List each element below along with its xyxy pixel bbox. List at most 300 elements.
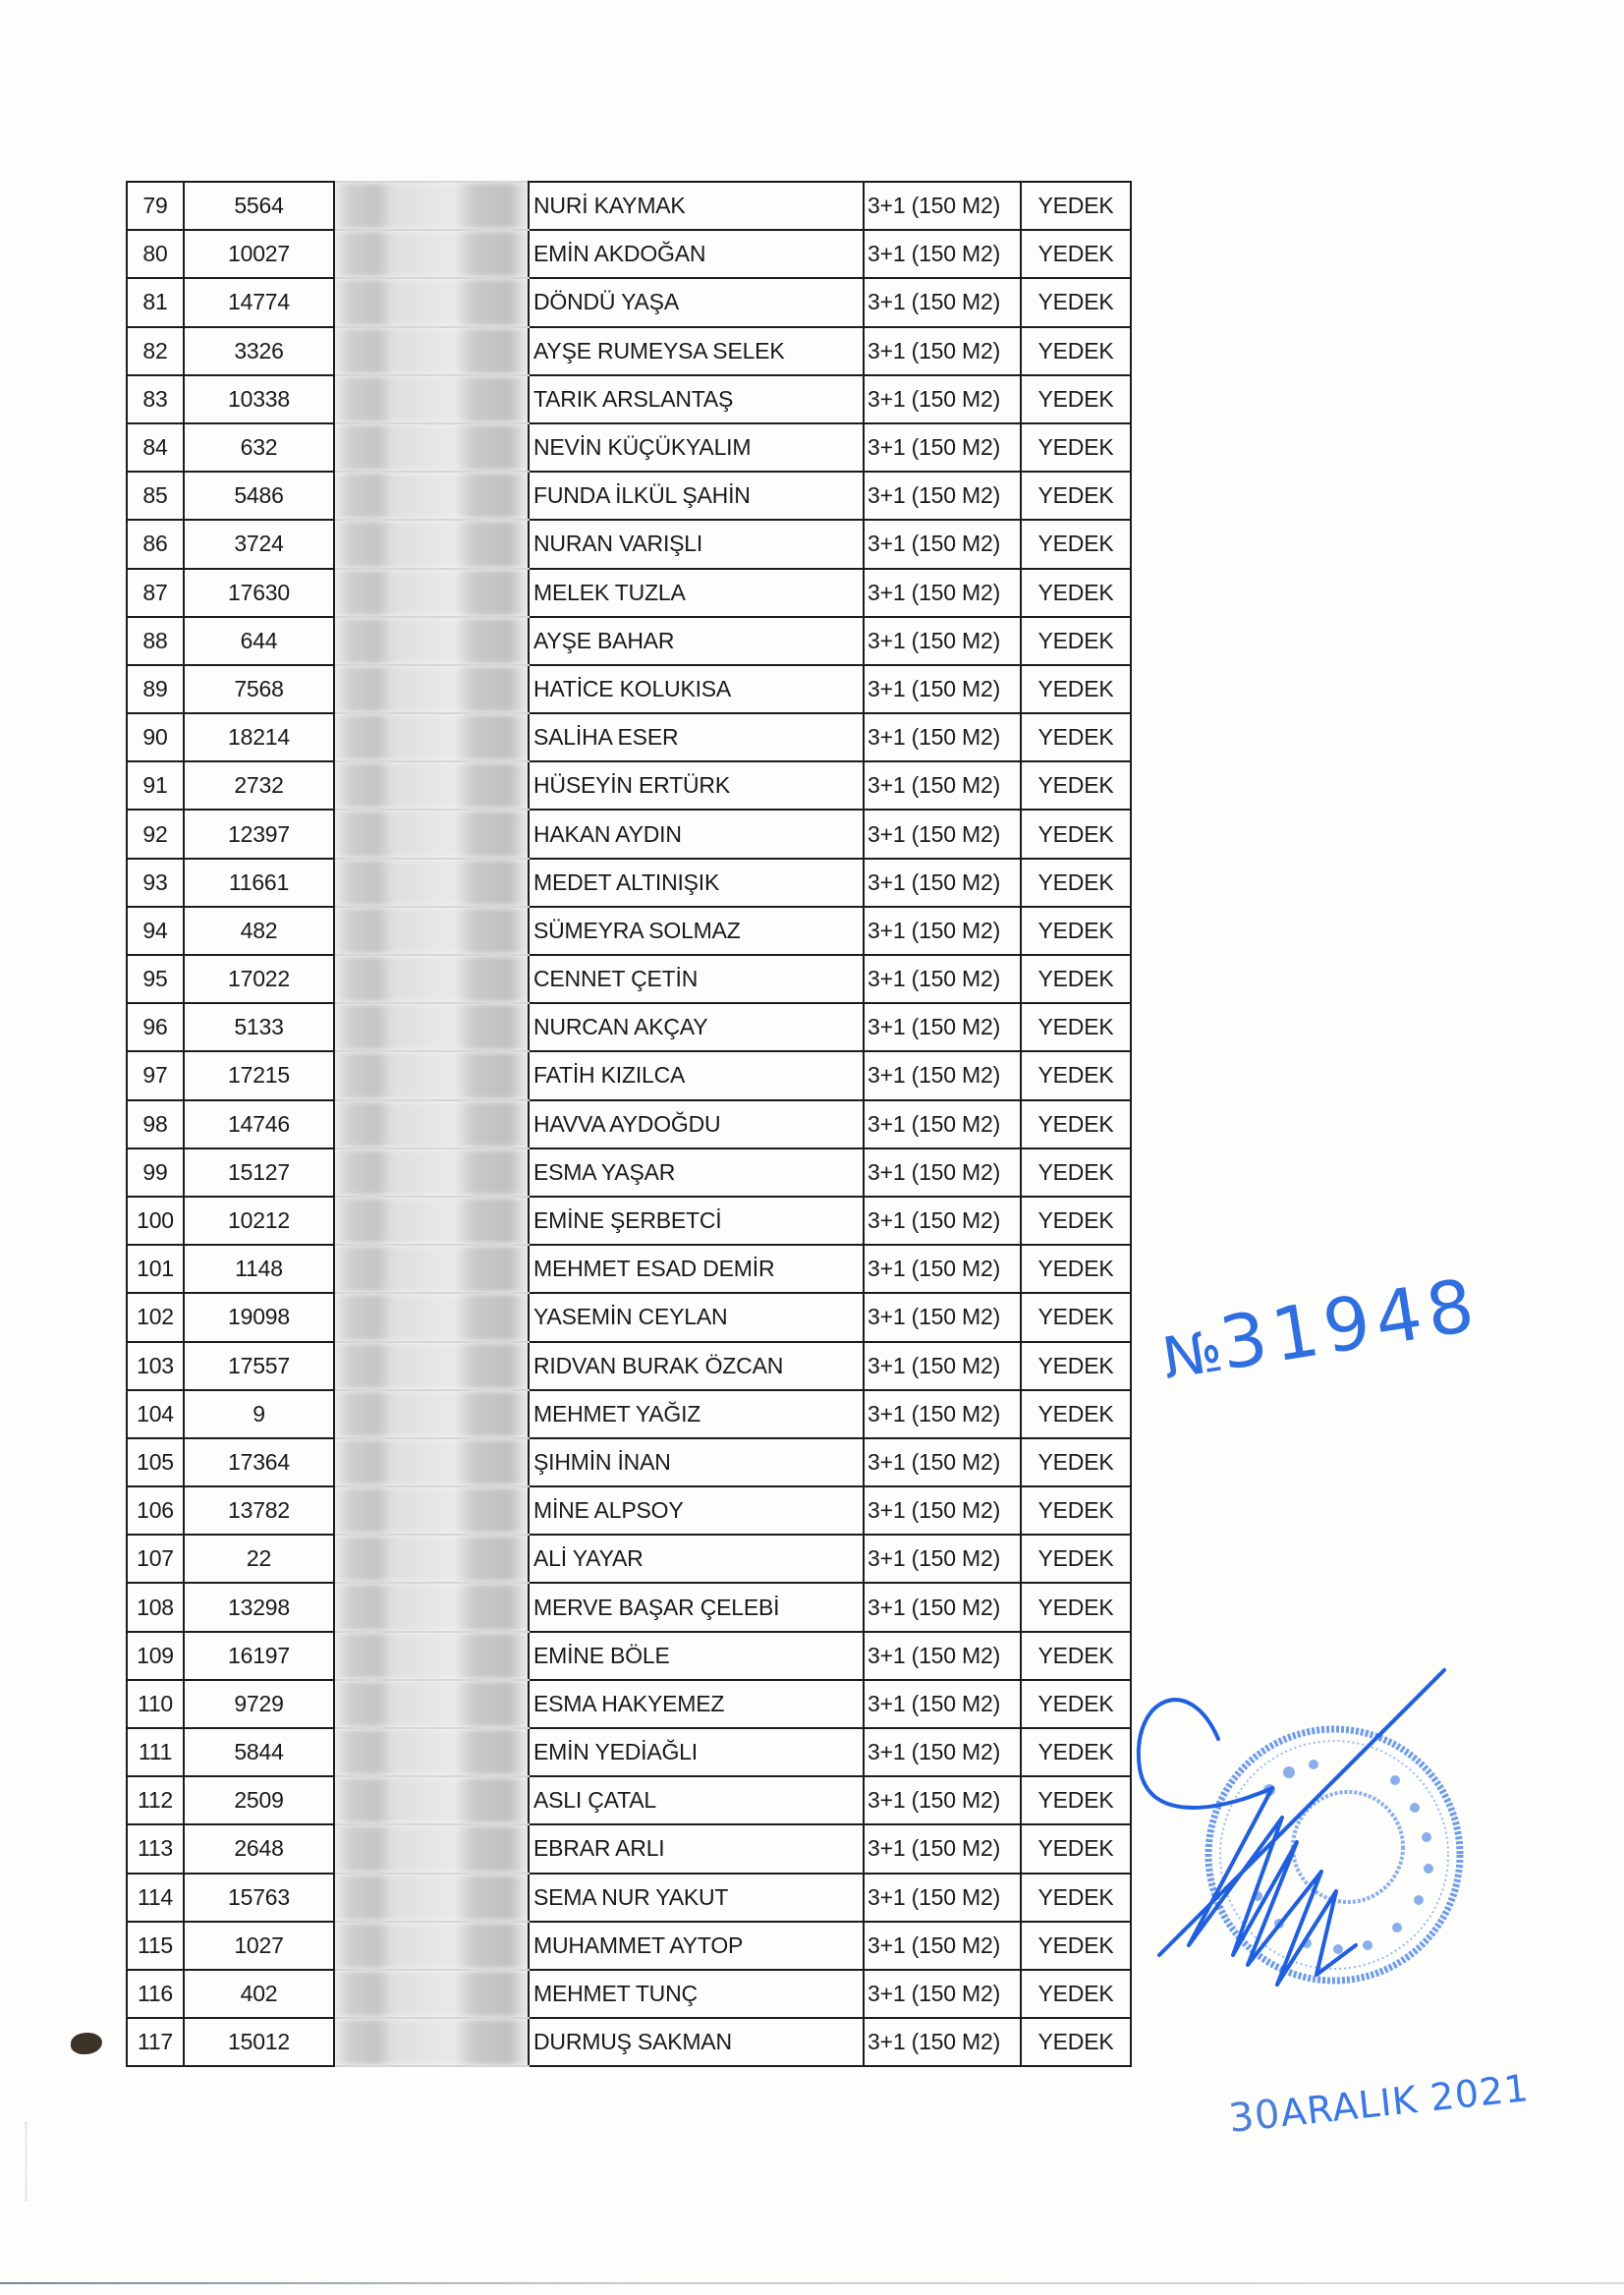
full-name-cell: DÖNDÜ YAŞA: [529, 278, 864, 326]
status-cell: YEDEK: [1021, 1197, 1131, 1245]
table-row: [127, 1390, 1131, 1438]
full-name-cell: AYŞE BAHAR: [529, 617, 864, 665]
status-cell: YEDEK: [1021, 907, 1131, 955]
housing-type-cell: 3+1 (150 M2): [864, 520, 1021, 568]
masked-id-cell: [334, 859, 529, 907]
full-name-cell: HÜSEYİN ERTÜRK: [529, 761, 864, 810]
full-name-cell: MEHMET ESAD DEMİR: [529, 1245, 864, 1293]
status-cell: YEDEK: [1021, 1486, 1131, 1535]
table-row: [127, 230, 1131, 278]
status-cell: YEDEK: [1021, 1342, 1131, 1390]
redacted-id-blur: [335, 279, 528, 325]
row-number-cell: 99: [127, 1148, 184, 1197]
draw-number-cell: 17630: [184, 569, 334, 617]
housing-type-cell: 3+1 (150 M2): [864, 230, 1021, 278]
status-cell: YEDEK: [1021, 1390, 1131, 1438]
row-number-cell: 114: [127, 1874, 184, 1922]
ink-smudge: [71, 2033, 102, 2054]
masked-id-cell: [334, 955, 529, 1003]
masked-id-cell: [334, 1197, 529, 1245]
draw-number-cell: 9729: [184, 1680, 334, 1728]
redacted-id-blur: [335, 666, 528, 712]
status-cell: YEDEK: [1021, 278, 1131, 326]
row-number-cell: 88: [127, 617, 184, 665]
full-name-cell: EMİN YEDİAĞLI: [529, 1728, 864, 1776]
masked-id-cell: [334, 278, 529, 326]
draw-number-cell: 11661: [184, 859, 334, 907]
numero-sign: №: [1157, 1316, 1227, 1393]
redacted-id-blur: [335, 1294, 528, 1340]
full-name-cell: SALİHA ESER: [529, 713, 864, 761]
table-row: [127, 1776, 1131, 1824]
redacted-id-blur: [335, 1971, 528, 2017]
housing-type-cell: 3+1 (150 M2): [864, 327, 1021, 375]
table-row: [127, 1197, 1131, 1245]
housing-type-cell: 3+1 (150 M2): [864, 1245, 1021, 1293]
status-cell: YEDEK: [1021, 1632, 1131, 1680]
row-number-cell: 106: [127, 1486, 184, 1535]
redacted-id-blur: [335, 1343, 528, 1389]
table-row: [127, 810, 1131, 858]
masked-id-cell: [334, 2018, 529, 2066]
table-row: [127, 2018, 1131, 2066]
row-number-cell: 98: [127, 1100, 184, 1148]
status-cell: YEDEK: [1021, 1970, 1131, 2018]
table-row: [127, 1245, 1131, 1293]
draw-number-cell: 632: [184, 423, 334, 472]
full-name-cell: MEHMET TUNÇ: [529, 1970, 864, 2018]
masked-id-cell: [334, 182, 529, 230]
masked-id-cell: [334, 1438, 529, 1486]
redacted-id-blur: [335, 908, 528, 954]
draw-number-cell: 7568: [184, 665, 334, 713]
table-row: [127, 1535, 1131, 1583]
table-row: [127, 1051, 1131, 1099]
table-row: [127, 520, 1131, 568]
full-name-cell: ESMA YAŞAR: [529, 1148, 864, 1197]
row-number-cell: 109: [127, 1632, 184, 1680]
masked-id-cell: [334, 1680, 529, 1728]
full-name-cell: FUNDA İLKÜL ŞAHİN: [529, 472, 864, 520]
housing-type-cell: 3+1 (150 M2): [864, 1583, 1021, 1631]
redacted-id-blur: [335, 231, 528, 277]
status-cell: YEDEK: [1021, 810, 1131, 858]
status-cell: YEDEK: [1021, 955, 1131, 1003]
full-name-cell: NURCAN AKÇAY: [529, 1003, 864, 1051]
status-cell: YEDEK: [1021, 665, 1131, 713]
housing-type-cell: 3+1 (150 M2): [864, 859, 1021, 907]
housing-type-cell: 3+1 (150 M2): [864, 1486, 1021, 1535]
housing-type-cell: 3+1 (150 M2): [864, 1824, 1021, 1873]
row-number-cell: 103: [127, 1342, 184, 1390]
draw-number-cell: 16197: [184, 1632, 334, 1680]
row-number-cell: 107: [127, 1535, 184, 1583]
table-row: [127, 1874, 1131, 1922]
masked-id-cell: [334, 327, 529, 375]
status-cell: YEDEK: [1021, 182, 1131, 230]
status-cell: YEDEK: [1021, 423, 1131, 472]
row-number-cell: 91: [127, 761, 184, 810]
redacted-id-blur: [335, 714, 528, 760]
full-name-cell: MEHMET YAĞIZ: [529, 1390, 864, 1438]
redacted-id-blur: [335, 1101, 528, 1148]
table-row: [127, 617, 1131, 665]
table-row: [127, 182, 1131, 230]
draw-number-cell: 5844: [184, 1728, 334, 1776]
table-row: [127, 472, 1131, 520]
row-number-cell: 82: [127, 327, 184, 375]
redacted-id-blur: [335, 1246, 528, 1292]
masked-id-cell: [334, 1535, 529, 1583]
full-name-cell: FATİH KIZILCA: [529, 1051, 864, 1099]
lottery-result-table: [126, 181, 1132, 2067]
redacted-id-blur: [335, 1681, 528, 1727]
housing-type-cell: 3+1 (150 M2): [864, 810, 1021, 858]
table-row: [127, 859, 1131, 907]
masked-id-cell: [334, 375, 529, 423]
row-number-cell: 92: [127, 810, 184, 858]
table-row: [127, 1438, 1131, 1486]
masked-id-cell: [334, 472, 529, 520]
status-cell: YEDEK: [1021, 1874, 1131, 1922]
row-number-cell: 117: [127, 2018, 184, 2066]
draw-number-cell: 18214: [184, 713, 334, 761]
full-name-cell: NURİ KAYMAK: [529, 182, 864, 230]
full-name-cell: DURMUŞ SAKMAN: [529, 2018, 864, 2066]
draw-number-cell: 10338: [184, 375, 334, 423]
masked-id-cell: [334, 423, 529, 472]
masked-id-cell: [334, 907, 529, 955]
row-number-cell: 85: [127, 472, 184, 520]
status-cell: YEDEK: [1021, 1148, 1131, 1197]
row-number-cell: 111: [127, 1728, 184, 1776]
draw-number-cell: 17557: [184, 1342, 334, 1390]
redacted-id-blur: [335, 570, 528, 616]
full-name-cell: HAVVA AYDOĞDU: [529, 1100, 864, 1148]
housing-type-cell: 3+1 (150 M2): [864, 423, 1021, 472]
row-number-cell: 110: [127, 1680, 184, 1728]
housing-type-cell: 3+1 (150 M2): [864, 182, 1021, 230]
housing-type-cell: 3+1 (150 M2): [864, 1197, 1021, 1245]
housing-type-cell: 3+1 (150 M2): [864, 1680, 1021, 1728]
masked-id-cell: [334, 520, 529, 568]
full-name-cell: SEMA NUR YAKUT: [529, 1874, 864, 1922]
masked-id-cell: [334, 1776, 529, 1824]
masked-id-cell: [334, 1245, 529, 1293]
masked-id-cell: [334, 665, 529, 713]
status-cell: YEDEK: [1021, 1680, 1131, 1728]
masked-id-cell: [334, 1003, 529, 1051]
redacted-id-blur: [335, 1198, 528, 1244]
row-number-cell: 83: [127, 375, 184, 423]
full-name-cell: TARIK ARSLANTAŞ: [529, 375, 864, 423]
full-name-cell: ŞIHMİN İNAN: [529, 1438, 864, 1486]
row-number-cell: 87: [127, 569, 184, 617]
status-cell: YEDEK: [1021, 713, 1131, 761]
status-cell: YEDEK: [1021, 1100, 1131, 1148]
masked-id-cell: [334, 1874, 529, 1922]
draw-number-cell: 15012: [184, 2018, 334, 2066]
table-row: [127, 1728, 1131, 1776]
masked-id-cell: [334, 1390, 529, 1438]
housing-type-cell: 3+1 (150 M2): [864, 472, 1021, 520]
status-cell: YEDEK: [1021, 569, 1131, 617]
housing-type-cell: 3+1 (150 M2): [864, 1728, 1021, 1776]
row-number-cell: 115: [127, 1922, 184, 1970]
draw-number-cell: 482: [184, 907, 334, 955]
masked-id-cell: [334, 713, 529, 761]
housing-type-cell: 3+1 (150 M2): [864, 2018, 1021, 2066]
full-name-cell: EBRAR ARLI: [529, 1824, 864, 1873]
status-cell: YEDEK: [1021, 1438, 1131, 1486]
row-number-cell: 90: [127, 713, 184, 761]
full-name-cell: NURAN VARIŞLI: [529, 520, 864, 568]
redacted-id-blur: [335, 1004, 528, 1050]
row-number-cell: 79: [127, 182, 184, 230]
redacted-id-blur: [335, 860, 528, 906]
full-name-cell: MERVE BAŞAR ÇELEBİ: [529, 1583, 864, 1631]
draw-number-cell: 9: [184, 1390, 334, 1438]
full-name-cell: EMİNE BÖLE: [529, 1632, 864, 1680]
draw-number-cell: 1027: [184, 1922, 334, 1970]
draw-number-cell: 19098: [184, 1293, 334, 1341]
table-row: [127, 955, 1131, 1003]
row-number-cell: 105: [127, 1438, 184, 1486]
table-row: [127, 423, 1131, 472]
row-number-cell: 81: [127, 278, 184, 326]
row-number-cell: 80: [127, 230, 184, 278]
redacted-id-blur: [335, 1536, 528, 1582]
draw-number-cell: 3724: [184, 520, 334, 568]
draw-number-cell: 1148: [184, 1245, 334, 1293]
full-name-cell: ESMA HAKYEMEZ: [529, 1680, 864, 1728]
full-name-cell: MUHAMMET AYTOP: [529, 1922, 864, 1970]
row-number-cell: 101: [127, 1245, 184, 1293]
draw-number-cell: 5564: [184, 182, 334, 230]
table-row: [127, 665, 1131, 713]
document-number: 31948: [1214, 1262, 1485, 1387]
redacted-id-blur: [335, 1923, 528, 1969]
redacted-id-blur: [335, 1391, 528, 1437]
draw-number-cell: 13298: [184, 1583, 334, 1631]
row-number-cell: 95: [127, 955, 184, 1003]
status-cell: YEDEK: [1021, 1922, 1131, 1970]
row-number-cell: 108: [127, 1583, 184, 1631]
row-number-cell: 84: [127, 423, 184, 472]
draw-number-cell: 15127: [184, 1148, 334, 1197]
housing-type-cell: 3+1 (150 M2): [864, 375, 1021, 423]
full-name-cell: RIDVAN BURAK ÖZCAN: [529, 1342, 864, 1390]
status-cell: YEDEK: [1021, 1535, 1131, 1583]
table-row: [127, 1583, 1131, 1631]
table-row: [127, 1342, 1131, 1390]
masked-id-cell: [334, 1342, 529, 1390]
table-row: [127, 1148, 1131, 1197]
status-cell: YEDEK: [1021, 1776, 1131, 1824]
redacted-id-blur: [335, 328, 528, 374]
housing-type-cell: 3+1 (150 M2): [864, 1293, 1021, 1341]
masked-id-cell: [334, 1922, 529, 1970]
draw-number-cell: 5486: [184, 472, 334, 520]
masked-id-cell: [334, 617, 529, 665]
full-name-cell: MİNE ALPSOY: [529, 1486, 864, 1535]
masked-id-cell: [334, 1100, 529, 1148]
table-row: [127, 375, 1131, 423]
table-row: [127, 569, 1131, 617]
full-name-cell: CENNET ÇETİN: [529, 955, 864, 1003]
housing-type-cell: 3+1 (150 M2): [864, 617, 1021, 665]
masked-id-cell: [334, 1583, 529, 1631]
status-cell: YEDEK: [1021, 761, 1131, 810]
full-name-cell: EMİN AKDOĞAN: [529, 230, 864, 278]
redacted-id-blur: [335, 1825, 528, 1872]
draw-number-cell: 2732: [184, 761, 334, 810]
table-row: [127, 1970, 1131, 2018]
redacted-id-blur: [335, 1777, 528, 1823]
housing-type-cell: 3+1 (150 M2): [864, 1051, 1021, 1099]
redacted-id-blur: [335, 1633, 528, 1679]
housing-type-cell: 3+1 (150 M2): [864, 1390, 1021, 1438]
table-row: [127, 1293, 1131, 1341]
housing-type-cell: 3+1 (150 M2): [864, 1100, 1021, 1148]
draw-number-cell: 15763: [184, 1874, 334, 1922]
table-body: [127, 182, 1131, 2066]
masked-id-cell: [334, 1728, 529, 1776]
redacted-id-blur: [335, 956, 528, 1002]
redacted-id-blur: [335, 618, 528, 664]
full-name-cell: HATİCE KOLUKISA: [529, 665, 864, 713]
housing-type-cell: 3+1 (150 M2): [864, 1874, 1021, 1922]
full-name-cell: HAKAN AYDIN: [529, 810, 864, 858]
housing-type-cell: 3+1 (150 M2): [864, 1922, 1021, 1970]
redacted-id-blur: [335, 762, 528, 809]
status-cell: YEDEK: [1021, 2018, 1131, 2066]
date-day: 30: [1226, 2091, 1283, 2142]
status-cell: YEDEK: [1021, 1728, 1131, 1776]
status-cell: YEDEK: [1021, 1003, 1131, 1051]
housing-type-cell: 3+1 (150 M2): [864, 1632, 1021, 1680]
draw-number-cell: 402: [184, 1970, 334, 2018]
draw-number-cell: 5133: [184, 1003, 334, 1051]
full-name-cell: YASEMİN CEYLAN: [529, 1293, 864, 1341]
masked-id-cell: [334, 230, 529, 278]
housing-type-cell: 3+1 (150 M2): [864, 278, 1021, 326]
document-number-stamp: [1156, 1262, 1485, 1396]
table-row: [127, 761, 1131, 810]
row-number-cell: 96: [127, 1003, 184, 1051]
redacted-id-blur: [335, 1052, 528, 1098]
row-number-cell: 116: [127, 1970, 184, 2018]
full-name-cell: EMİNE ŞERBETCİ: [529, 1197, 864, 1245]
full-name-cell: ALİ YAYAR: [529, 1535, 864, 1583]
draw-number-cell: 17022: [184, 955, 334, 1003]
full-name-cell: SÜMEYRA SOLMAZ: [529, 907, 864, 955]
status-cell: YEDEK: [1021, 617, 1131, 665]
redacted-id-blur: [335, 2019, 528, 2065]
scan-margin-artifact: [0, 2122, 27, 2201]
housing-type-cell: 3+1 (150 M2): [864, 713, 1021, 761]
redacted-id-blur: [335, 1487, 528, 1534]
row-number-cell: 89: [127, 665, 184, 713]
draw-number-cell: 2648: [184, 1824, 334, 1873]
masked-id-cell: [334, 1486, 529, 1535]
redacted-id-blur: [335, 473, 528, 519]
housing-type-cell: 3+1 (150 M2): [864, 1148, 1021, 1197]
redacted-id-blur: [335, 1729, 528, 1775]
table-row: [127, 713, 1131, 761]
redacted-id-blur: [335, 811, 528, 857]
housing-type-cell: 3+1 (150 M2): [864, 1003, 1021, 1051]
status-cell: YEDEK: [1021, 1583, 1131, 1631]
redacted-id-blur: [335, 1149, 528, 1196]
masked-id-cell: [334, 810, 529, 858]
full-name-cell: ASLI ÇATAL: [529, 1776, 864, 1824]
table-row: [127, 1824, 1131, 1873]
draw-number-cell: 13782: [184, 1486, 334, 1535]
row-number-cell: 94: [127, 907, 184, 955]
table-row: [127, 1003, 1131, 1051]
date-stamp: [1226, 2065, 1531, 2142]
redacted-id-blur: [335, 521, 528, 567]
housing-type-cell: 3+1 (150 M2): [864, 1438, 1021, 1486]
redacted-id-blur: [335, 1439, 528, 1485]
masked-id-cell: [334, 761, 529, 810]
status-cell: YEDEK: [1021, 1824, 1131, 1873]
table-row: [127, 1922, 1131, 1970]
masked-id-cell: [334, 1970, 529, 2018]
housing-type-cell: 3+1 (150 M2): [864, 955, 1021, 1003]
redacted-id-blur: [335, 1584, 528, 1630]
draw-number-cell: 2509: [184, 1776, 334, 1824]
draw-number-cell: 14746: [184, 1100, 334, 1148]
draw-number-cell: 3326: [184, 327, 334, 375]
row-number-cell: 97: [127, 1051, 184, 1099]
date-month-year: ARALIK 2021: [1278, 2066, 1532, 2136]
draw-number-cell: 644: [184, 617, 334, 665]
housing-type-cell: 3+1 (150 M2): [864, 569, 1021, 617]
signature-icon: [1130, 1660, 1503, 1994]
draw-number-cell: 17364: [184, 1438, 334, 1486]
row-number-cell: 86: [127, 520, 184, 568]
table-row: [127, 278, 1131, 326]
status-cell: YEDEK: [1021, 520, 1131, 568]
row-number-cell: 100: [127, 1197, 184, 1245]
masked-id-cell: [334, 1632, 529, 1680]
status-cell: YEDEK: [1021, 859, 1131, 907]
housing-type-cell: 3+1 (150 M2): [864, 761, 1021, 810]
masked-id-cell: [334, 1051, 529, 1099]
status-cell: YEDEK: [1021, 1051, 1131, 1099]
full-name-cell: AYŞE RUMEYSA SELEK: [529, 327, 864, 375]
status-cell: YEDEK: [1021, 375, 1131, 423]
row-number-cell: 102: [127, 1293, 184, 1341]
housing-type-cell: 3+1 (150 M2): [864, 1535, 1021, 1583]
redacted-id-blur: [335, 424, 528, 471]
housing-type-cell: 3+1 (150 M2): [864, 1342, 1021, 1390]
row-number-cell: 104: [127, 1390, 184, 1438]
masked-id-cell: [334, 569, 529, 617]
draw-number-cell: 22: [184, 1535, 334, 1583]
draw-number-cell: 12397: [184, 810, 334, 858]
housing-type-cell: 3+1 (150 M2): [864, 907, 1021, 955]
status-cell: YEDEK: [1021, 1245, 1131, 1293]
housing-type-cell: 3+1 (150 M2): [864, 665, 1021, 713]
full-name-cell: MELEK TUZLA: [529, 569, 864, 617]
status-cell: YEDEK: [1021, 327, 1131, 375]
table-row: [127, 1100, 1131, 1148]
housing-type-cell: 3+1 (150 M2): [864, 1776, 1021, 1824]
housing-type-cell: 3+1 (150 M2): [864, 1970, 1021, 2018]
